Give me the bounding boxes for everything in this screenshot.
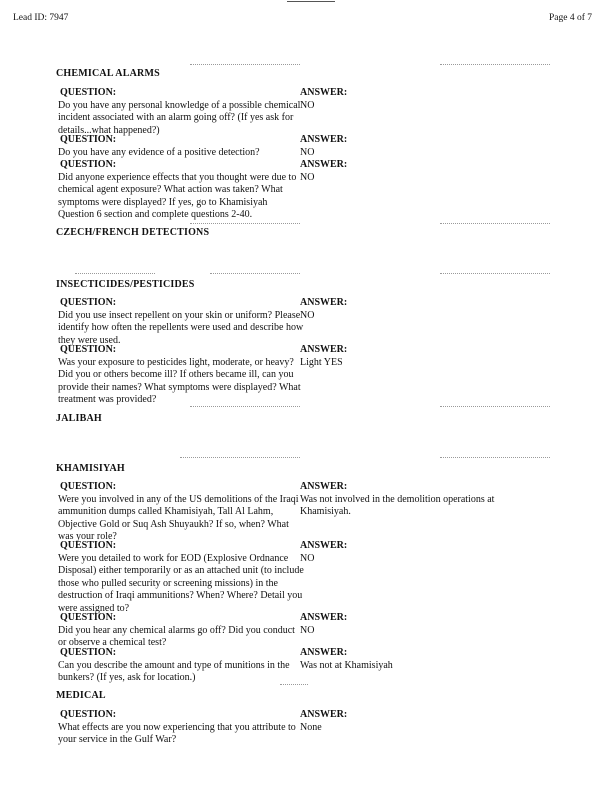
divider: [210, 273, 300, 274]
answer-label: ANSWER:: [300, 134, 348, 145]
question-block: [60, 344, 305, 407]
question-text: Was your exposure to pesticides light, moderate, or heavy? Did you or others become ill? If others became ill, can you provide their names? What symptoms were displayed? What treatment was provided?: [58, 356, 301, 405]
answer-label: ANSWER:: [300, 612, 348, 623]
answer-block: [300, 87, 505, 112]
answer-text: Light YES: [300, 356, 343, 368]
answer-text: NO: [300, 309, 315, 321]
answer-label: ANSWER:: [300, 297, 348, 308]
question-text: Do you have any personal knowledge of a possible chemical incident associated with an alarm going off? (If yes ask for details...what happened?): [58, 99, 301, 136]
divider: [280, 684, 308, 685]
divider: [75, 273, 155, 274]
answer-text: NO: [300, 146, 315, 158]
question-label: QUESTION:: [60, 612, 117, 623]
question-text: Were you detailed to work for EOD (Explosive Ordnance Disposal) either temporarily or as an attached unit (to include those who pulled security or screening missions) in the destruction of Iraqi ammunitions? When? Where? Detail you were assigned to?: [58, 552, 304, 614]
answer-label: ANSWER:: [300, 647, 348, 658]
question-label: QUESTION:: [60, 87, 117, 98]
question-text: Were you involved in any of the US demolitions of the Iraqi ammunition dumps called Khamisiyah, Tall Al Lahm, Objective Gold or Suq Ash Shuyaukh? If so, when? What was your role?: [58, 493, 299, 542]
divider: [440, 223, 550, 224]
question-block: [60, 612, 305, 650]
top-rule: [287, 1, 335, 2]
question-text: Do you have any evidence of a positive detection?: [58, 146, 260, 158]
question-label: QUESTION:: [60, 134, 117, 145]
divider: [440, 64, 550, 65]
question-text: Can you describe the amount and type of munitions in the bunkers? (If yes, ask for location.): [58, 659, 290, 683]
answer-block: [300, 612, 505, 637]
question-block: [60, 87, 305, 137]
divider: [440, 273, 550, 274]
divider: [190, 64, 300, 65]
answer-text: NO: [300, 171, 315, 183]
divider: [440, 457, 550, 458]
question-label: QUESTION:: [60, 297, 117, 308]
question-label: QUESTION:: [60, 709, 117, 720]
question-text: Did you use insect repellent on your skin or uniform? Please identify how often the repellents were used and describe how they were used.: [58, 309, 304, 346]
answer-block: [300, 481, 505, 519]
section-title-medical: MEDICAL: [56, 690, 106, 701]
answer-text: None: [300, 721, 322, 733]
question-label: QUESTION:: [60, 159, 117, 170]
divider: [190, 223, 300, 224]
answer-block: [300, 647, 505, 672]
answer-block: [300, 540, 505, 565]
question-block: [60, 647, 305, 685]
page-number: Page 4 of 7: [548, 13, 592, 23]
answer-label: ANSWER:: [300, 481, 348, 492]
question-label: QUESTION:: [60, 540, 117, 551]
lead-id: Lead ID: 7947: [13, 13, 69, 23]
divider: [180, 457, 300, 458]
question-block: [60, 297, 305, 347]
answer-block: [300, 344, 505, 369]
answer-label: ANSWER:: [300, 159, 348, 170]
answer-text: NO: [300, 99, 315, 111]
section-title-chemical-alarms: CHEMICAL ALARMS: [56, 68, 160, 79]
answer-text: NO: [300, 552, 315, 564]
answer-text: Was not involved in the demolition operations at Khamisiyah.: [300, 493, 495, 517]
divider: [440, 406, 550, 407]
question-block: [60, 709, 305, 747]
answer-block: [300, 709, 505, 734]
question-block: [60, 481, 305, 544]
answer-block: [300, 159, 505, 184]
answer-text: NO: [300, 624, 315, 636]
answer-label: ANSWER:: [300, 540, 348, 551]
question-block: [60, 540, 305, 615]
section-title-insecticides: INSECTICIDES/PESTICIDES: [56, 279, 195, 290]
answer-block: [300, 297, 505, 322]
question-block: [60, 159, 305, 222]
answer-block: [300, 134, 505, 159]
answer-label: ANSWER:: [300, 709, 348, 720]
question-text: Did you hear any chemical alarms go off? Did you conduct or observe a chemical test?: [58, 624, 295, 648]
question-label: QUESTION:: [60, 344, 117, 355]
question-label: QUESTION:: [60, 481, 117, 492]
question-block: [60, 134, 305, 159]
question-text: Did anyone experience effects that you thought were due to chemical agent exposure? What action was taken? What symptoms were displayed? If yes, go to Khamisiyah Question 6 section and complete questions 2-40.: [58, 171, 297, 220]
section-title-khamisiyah: KHAMISIYAH: [56, 463, 125, 474]
section-title-czech-french: CZECH/FRENCH DETECTIONS: [56, 227, 210, 238]
divider: [190, 406, 300, 407]
question-text: What effects are you now experiencing that you attribute to your service in the Gulf War?: [58, 721, 296, 745]
question-label: QUESTION:: [60, 647, 117, 658]
answer-label: ANSWER:: [300, 344, 348, 355]
answer-label: ANSWER:: [300, 87, 348, 98]
answer-text: Was not at Khamisiyah: [300, 659, 393, 671]
section-title-jalibah: JALIBAH: [56, 413, 102, 424]
